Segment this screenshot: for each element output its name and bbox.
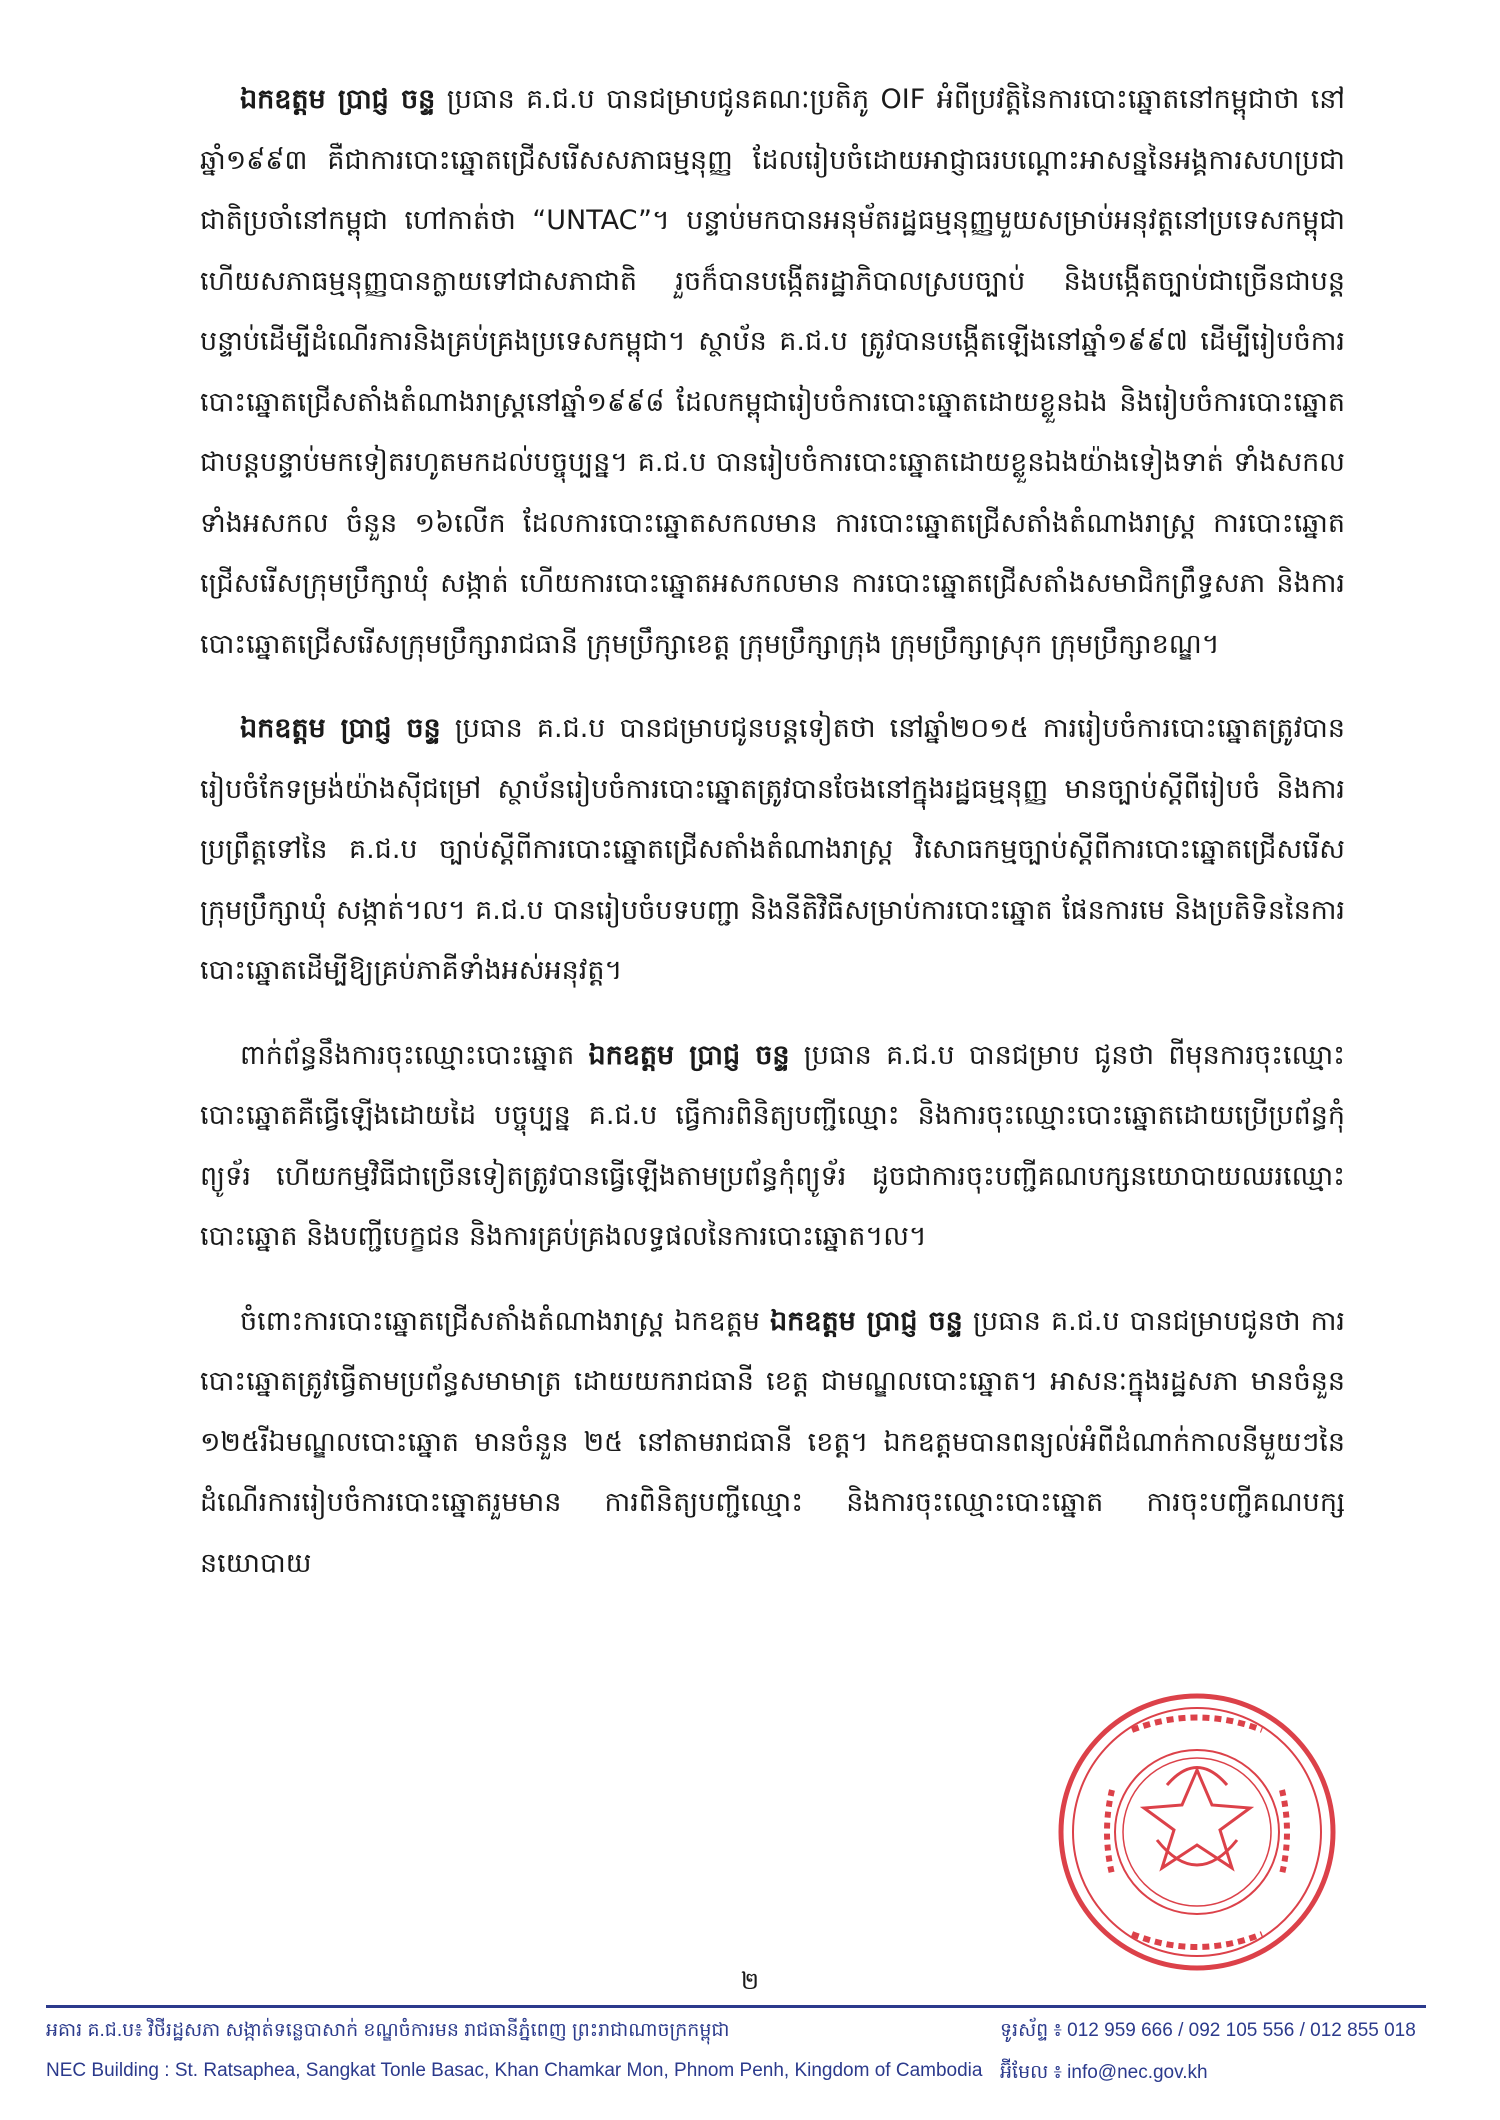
paragraph-text: ចំពោះការបោះឆ្នោតជ្រើសតាំងតំណាងរាស្ត្រ ឯកឧត្តម <box>240 1305 771 1337</box>
speaker-name: ឯកឧត្តម ប្រាជ្ញ ចន្ទ <box>240 84 436 115</box>
paragraph-3 <box>200 1026 1345 1268</box>
footer-address-english: NEC Building : St. Ratsaphea, Sangkat Tonle Basac, Khan Chamkar Mon, Phnom Penh, Kingdom of Cambodia <box>46 2060 983 2081</box>
body-text <box>200 70 1345 1618</box>
speaker-name: ឯកឧត្តម ប្រាជ្ញ ចន្ទ <box>588 1039 790 1071</box>
paragraph-text: ប្រធាន គ.ជ.ប បានជម្រាបជូនថា ការបោះឆ្នោតត្រូវធ្វើតាមប្រព័ន្ធសមាមាត្រ ដោយយករាជធានី ខេត្ត ជាមណ្ឌលបោះឆ្នោត។ អាសនៈក្នុងរដ្ឋសភា មានចំនួន ១២៥រីឯមណ្ឌលបោះឆ្នោត មានចំនួន ២៥ នៅតាមរាជធានី ខេត្ត។ ឯកឧត្តមបានពន្យល់អំពីដំណាក់កាលនីមួយៗនៃដំណើរការរៀបចំការបោះឆ្នោតរួមមាន ការពិនិត្យបញ្ជីឈ្មោះ និងការចុះឈ្មោះបោះឆ្នោត ការចុះបញ្ជីគណបក្សនយោបាយ <box>200 1305 1345 1579</box>
paragraph-text: ប្រធាន គ.ជ.ប បានជម្រាបជូនគណៈប្រតិភូ OIF អំពីប្រវត្តិនៃការបោះឆ្នោតនៅកម្ពុជាថា នៅឆ្នាំ១៩៩៣ គឺជាការបោះឆ្នោតជ្រើសរើសសភាធម្មនុញ្ញ ដែលរៀបចំដោយអាជ្ញាធរបណ្ដោះអាសន្ននៃអង្គការសហប្រជាជាតិប្រចាំនៅកម្ពុជា ហៅកាត់ថា “UNTAC”។ បន្ទាប់មកបានអនុម័តរដ្ឋធម្មនុញ្ញមួយសម្រាប់អនុវត្តនៅប្រទេសកម្ពុជា ហើយសភាធម្មនុញ្ញបានក្លាយទៅជាសភាជាតិ រួចក៏បានបង្កើតរដ្ឋាភិបាលស្របច្បាប់ និងបង្កើតច្បាប់ជាច្រើនជាបន្តបន្ទាប់ដើម្បីដំណើរការនិងគ្រប់គ្រងប្រទេសកម្ពុជា។ ស្ថាប័ន គ.ជ.ប ត្រូវបានបង្កើតឡើងនៅឆ្នាំ១៩៩៧ ដើម្បីរៀបចំការបោះឆ្នោតជ្រើសតាំងតំណាងរាស្ត្រនៅឆ្នាំ១៩៩៨ ដែលកម្ពុជារៀបចំការបោះឆ្នោតដោយខ្លួនឯង និងរៀបចំការបោះឆ្នោតជាបន្តបន្ទាប់មកទៀតរហូតមកដល់បច្ចុប្បន្ន។ គ.ជ.ប បានរៀបចំការបោះឆ្នោតដោយខ្លួនឯងយ៉ាងទៀងទាត់ ទាំងសកល ទាំងអសកល ចំនួន ១៦លើក ដែលការបោះឆ្នោតសកលមាន ការបោះឆ្នោតជ្រើសតាំងតំណាងរាស្ត្រ ការបោះឆ្នោតជ្រើសរើសក្រុមប្រឹក្សាឃុំ សង្កាត់ ហើយការបោះឆ្នោតអសកលមាន ការបោះឆ្នោតជ្រើសតាំងសមាជិកព្រឹទ្ធសភា និងការបោះឆ្នោតជ្រើសរើសក្រុមប្រឹក្សារាជធានី ក្រុមប្រឹក្សាខេត្ត ក្រុមប្រឹក្សាក្រុង ក្រុមប្រឹក្សាស្រុក ក្រុមប្រឹក្សាខណ្ឌ។ <box>200 84 1345 660</box>
speaker-name: ឯកឧត្តម ប្រាជ្ញ ចន្ទ <box>770 1305 963 1337</box>
paragraph-text: ប្រធាន គ.ជ.ប បានជម្រាប ជូនថា ពីមុនការចុះឈ្មោះបោះឆ្នោតគឺធ្វើឡើងដោយដៃ បច្ចុប្បន្ន គ.ជ.ប ធ្វើការពិនិត្យបញ្ជីឈ្មោះ និងការចុះឈ្មោះបោះឆ្នោតដោយប្រើប្រព័ន្ធកុំព្យូទ័រ ហើយកម្មវិធីជាច្រើនទៀតត្រូវបានធ្វើឡើងតាមប្រព័ន្ធកុំព្យូទ័រ ដូចជាការចុះបញ្ជីគណបក្សនយោបាយឈរឈ្មោះបោះឆ្នោត និងបញ្ជីបេក្ខជន និងការគ្រប់គ្រងលទ្ធផលនៃការបោះឆ្នោត។ល។ <box>200 1039 1345 1252</box>
paragraph-1 <box>200 70 1345 675</box>
paragraph-4 <box>200 1292 1345 1595</box>
footer-address-khmer: អគារ គ.ជ.ប៖ វិថីរដ្ឋសភា សង្កាត់ទន្លេបាសាក់ ខណ្ឌចំការមន រាជធានីភ្នំពេញ ព្រះរាជាណាចក្រកម្ពុជា <box>46 2020 730 2041</box>
footer-phone: ទូរស័ព្ទ ៖ 012 959 666 / 092 105 556 / 012 855 018 <box>1000 2020 1416 2041</box>
footer-divider <box>46 2005 1426 2008</box>
page-number: ២ <box>740 1967 760 1995</box>
paragraph-text: ពាក់ព័ន្ធនឹងការចុះឈ្មោះបោះឆ្នោត <box>240 1039 589 1071</box>
footer-email: អ៊ីមែល ៖ info@nec.gov.kh <box>1000 2062 1208 2083</box>
speaker-name: ឯកឧត្តម ប្រាជ្ញ ចន្ទ <box>240 713 441 744</box>
paragraph-2 <box>200 699 1345 1002</box>
paragraph-text: ប្រធាន គ.ជ.ប បានជម្រាបជូនបន្តទៀតថា នៅឆ្នាំ២០១៥ ការរៀបចំការបោះឆ្នោតត្រូវបានរៀបចំកែទម្រង់យ៉ាងស៊ីជម្រៅ ស្ថាប័នរៀបចំការបោះឆ្នោតត្រូវបានចែងនៅក្នុងរដ្ឋធម្មនុញ្ញ មានច្បាប់ស្ដីពីរៀបចំ និងការប្រព្រឹត្តទៅនៃ គ.ជ.ប ច្បាប់ស្ដីពីការបោះឆ្នោតជ្រើសតាំងតំណាងរាស្ត្រ វិសោធកម្មច្បាប់ស្ដីពីការបោះឆ្នោតជ្រើសរើសក្រុមប្រឹក្សាឃុំ សង្កាត់។ល។ គ.ជ.ប បានរៀបចំបទបញ្ជា និងនីតិវិធីសម្រាប់ការបោះឆ្នោត ផែនការមេ និងប្រតិទិននៃការបោះឆ្នោតដើម្បីឱ្យគ្រប់ភាគីទាំងអស់អនុវត្ត។ <box>200 713 1345 986</box>
official-seal-icon <box>1052 1690 1342 1975</box>
